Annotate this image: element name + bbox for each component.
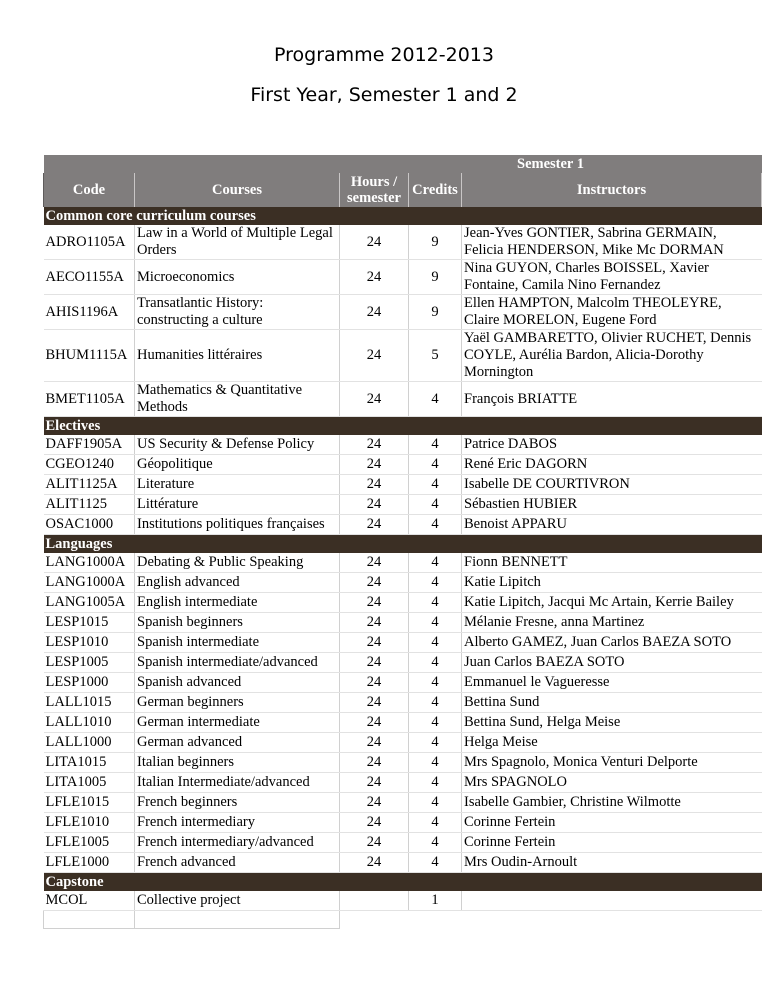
- table-row: [44, 653, 762, 673]
- empty-row: [44, 911, 762, 929]
- course-instructors: Isabelle Gambier, Christine Wilmotte: [462, 793, 762, 813]
- course-credits: 4: [409, 593, 462, 613]
- course-hours: 24: [340, 573, 409, 593]
- course-name: Littérature: [135, 495, 340, 515]
- course-code: BHUM1115A: [44, 330, 135, 382]
- course-credits: 4: [409, 733, 462, 753]
- table-row: [44, 295, 762, 330]
- course-name: German intermediate: [135, 713, 340, 733]
- course-code: LALL1010: [44, 713, 135, 733]
- section-title: Electives: [44, 417, 762, 436]
- table-row: [44, 455, 762, 475]
- course-code: ALIT1125A: [44, 475, 135, 495]
- table-row: [44, 475, 762, 495]
- table-row: [44, 773, 762, 793]
- section-title: Capstone: [44, 873, 762, 892]
- course-hours: 24: [340, 295, 409, 330]
- table-row: [44, 853, 762, 873]
- table-row: [44, 733, 762, 753]
- course-code: LESP1005: [44, 653, 135, 673]
- table-row: [44, 693, 762, 713]
- course-credits: 4: [409, 515, 462, 535]
- course-name: German beginners: [135, 693, 340, 713]
- course-name: French intermediary: [135, 813, 340, 833]
- course-name: Spanish beginners: [135, 613, 340, 633]
- course-hours: 24: [340, 435, 409, 455]
- course-hours: [340, 891, 409, 911]
- table-row: [44, 515, 762, 535]
- header-courses: Courses: [135, 173, 340, 207]
- course-code: AHIS1196A: [44, 295, 135, 330]
- semester-label: Semester 1: [340, 155, 762, 173]
- course-name: French intermediary/advanced: [135, 833, 340, 853]
- course-hours: 24: [340, 593, 409, 613]
- course-code: LALL1000: [44, 733, 135, 753]
- course-hours: 24: [340, 733, 409, 753]
- course-code: LANG1000A: [44, 553, 135, 573]
- course-credits: 4: [409, 475, 462, 495]
- course-instructors: Katie Lipitch: [462, 573, 762, 593]
- course-credits: 4: [409, 382, 462, 417]
- table-row: [44, 382, 762, 417]
- course-code: OSAC1000: [44, 515, 135, 535]
- course-name: Italian beginners: [135, 753, 340, 773]
- course-code: LFLE1000: [44, 853, 135, 873]
- course-instructors: [462, 891, 762, 911]
- course-hours: 24: [340, 382, 409, 417]
- course-name: Microeconomics: [135, 260, 340, 295]
- course-code: LESP1015: [44, 613, 135, 633]
- course-instructors: Katie Lipitch, Jacqui Mc Artain, Kerrie Bailey: [462, 593, 762, 613]
- course-code: LANG1000A: [44, 573, 135, 593]
- header-hours: Hours / semester: [340, 173, 409, 207]
- course-credits: 4: [409, 773, 462, 793]
- course-name: Debating & Public Speaking: [135, 553, 340, 573]
- table-row: [44, 713, 762, 733]
- course-instructors: Sébastien HUBIER: [462, 495, 762, 515]
- course-credits: 4: [409, 713, 462, 733]
- header-credits: Credits: [409, 173, 462, 207]
- course-name: Institutions politiques françaises: [135, 515, 340, 535]
- course-name: German advanced: [135, 733, 340, 753]
- course-hours: 24: [340, 773, 409, 793]
- course-credits: 1: [409, 891, 462, 911]
- page-title: Programme 2012-2013: [274, 44, 494, 66]
- course-instructors: Corinne Fertein: [462, 833, 762, 853]
- course-hours: 24: [340, 260, 409, 295]
- course-credits: 4: [409, 495, 462, 515]
- course-hours: 24: [340, 613, 409, 633]
- table-row: [44, 891, 762, 911]
- course-name: Spanish intermediate: [135, 633, 340, 653]
- course-name: Law in a World of Multiple Legal Orders: [135, 225, 340, 260]
- section-header-row: [44, 873, 762, 892]
- empty-cell: [44, 911, 135, 929]
- course-code: ALIT1125: [44, 495, 135, 515]
- course-instructors: Fionn BENNETT: [462, 553, 762, 573]
- course-name: Transatlantic History: constructing a culture: [135, 295, 340, 330]
- programme-table: [43, 155, 762, 929]
- course-name: Italian Intermediate/advanced: [135, 773, 340, 793]
- table-row: [44, 753, 762, 773]
- course-name: US Security & Defense Policy: [135, 435, 340, 455]
- course-instructors: Jean-Yves GONTIER, Sabrina GERMAIN, Felicia HENDERSON, Mike Mc DORMAN: [462, 225, 762, 260]
- course-name: French beginners: [135, 793, 340, 813]
- course-code: ADRO1105A: [44, 225, 135, 260]
- course-hours: 24: [340, 455, 409, 475]
- course-credits: 4: [409, 793, 462, 813]
- course-hours: 24: [340, 515, 409, 535]
- table-row: [44, 225, 762, 260]
- course-instructors: Ellen HAMPTON, Malcolm THEOLEYRE, Claire MORELON, Eugene Ford: [462, 295, 762, 330]
- table-row: [44, 495, 762, 515]
- course-hours: 24: [340, 553, 409, 573]
- section-header-row: [44, 417, 762, 436]
- course-name: Collective project: [135, 891, 340, 911]
- course-instructors: Yaël GAMBARETTO, Olivier RUCHET, Dennis COYLE, Aurélia Bardon, Alicia-Dorothy Mornington: [462, 330, 762, 382]
- table-row: [44, 813, 762, 833]
- course-credits: 9: [409, 260, 462, 295]
- course-instructors: Emmanuel le Vagueresse: [462, 673, 762, 693]
- course-instructors: Bettina Sund, Helga Meise: [462, 713, 762, 733]
- section-header-row: [44, 535, 762, 554]
- empty-cell: [135, 911, 340, 929]
- course-hours: 24: [340, 495, 409, 515]
- course-credits: 5: [409, 330, 462, 382]
- course-hours: 24: [340, 653, 409, 673]
- course-credits: 4: [409, 693, 462, 713]
- course-instructors: René Eric DAGORN: [462, 455, 762, 475]
- course-hours: 24: [340, 693, 409, 713]
- course-hours: 24: [340, 753, 409, 773]
- course-hours: 24: [340, 713, 409, 733]
- course-credits: 4: [409, 813, 462, 833]
- course-name: Literature: [135, 475, 340, 495]
- course-code: LFLE1005: [44, 833, 135, 853]
- course-instructors: François BRIATTE: [462, 382, 762, 417]
- course-credits: 4: [409, 653, 462, 673]
- course-code: AECO1155A: [44, 260, 135, 295]
- course-credits: 9: [409, 295, 462, 330]
- course-name: French advanced: [135, 853, 340, 873]
- course-name: Mathematics & Quantitative Methods: [135, 382, 340, 417]
- course-name: English advanced: [135, 573, 340, 593]
- course-instructors: Mrs Oudin-Arnoult: [462, 853, 762, 873]
- table-row: [44, 593, 762, 613]
- course-hours: 24: [340, 475, 409, 495]
- course-instructors: Alberto GAMEZ, Juan Carlos BAEZA SOTO: [462, 633, 762, 653]
- course-hours: 24: [340, 853, 409, 873]
- course-instructors: Juan Carlos BAEZA SOTO: [462, 653, 762, 673]
- course-code: CGEO1240: [44, 455, 135, 475]
- table-row: [44, 573, 762, 593]
- course-credits: 4: [409, 853, 462, 873]
- course-instructors: Bettina Sund: [462, 693, 762, 713]
- course-code: MCOL: [44, 891, 135, 911]
- course-hours: 24: [340, 673, 409, 693]
- header-instructors: Instructors: [462, 173, 762, 207]
- course-code: LANG1005A: [44, 593, 135, 613]
- course-code: DAFF1905A: [44, 435, 135, 455]
- course-name: Spanish advanced: [135, 673, 340, 693]
- course-credits: 4: [409, 435, 462, 455]
- course-credits: 4: [409, 553, 462, 573]
- course-code: LALL1015: [44, 693, 135, 713]
- table-row: [44, 833, 762, 853]
- header-code: Code: [44, 173, 135, 207]
- course-instructors: Corinne Fertein: [462, 813, 762, 833]
- course-code: LFLE1010: [44, 813, 135, 833]
- course-code: LITA1005: [44, 773, 135, 793]
- table-row: [44, 330, 762, 382]
- course-code: LITA1015: [44, 753, 135, 773]
- course-name: Spanish intermediate/advanced: [135, 653, 340, 673]
- course-name: Humanities littéraires: [135, 330, 340, 382]
- course-code: LFLE1015: [44, 793, 135, 813]
- course-credits: 4: [409, 613, 462, 633]
- page-subtitle: First Year, Semester 1 and 2: [250, 84, 518, 106]
- table-row: [44, 613, 762, 633]
- course-name: English intermediate: [135, 593, 340, 613]
- table-row: [44, 435, 762, 455]
- course-code: BMET1105A: [44, 382, 135, 417]
- course-credits: 4: [409, 833, 462, 853]
- course-instructors: Isabelle DE COURTIVRON: [462, 475, 762, 495]
- course-credits: 4: [409, 673, 462, 693]
- course-hours: 24: [340, 793, 409, 813]
- course-instructors: Patrice DABOS: [462, 435, 762, 455]
- table-row: [44, 260, 762, 295]
- course-credits: 4: [409, 753, 462, 773]
- table-row: [44, 553, 762, 573]
- course-hours: 24: [340, 633, 409, 653]
- course-credits: 4: [409, 633, 462, 653]
- course-hours: 24: [340, 225, 409, 260]
- course-instructors: Benoist APPARU: [462, 515, 762, 535]
- course-instructors: Nina GUYON, Charles BOISSEL, Xavier Fontaine, Camila Nino Fernandez: [462, 260, 762, 295]
- column-header-row: [44, 173, 762, 207]
- section-title: Common core curriculum courses: [44, 207, 762, 225]
- course-hours: 24: [340, 833, 409, 853]
- course-credits: 4: [409, 455, 462, 475]
- table-row: [44, 633, 762, 653]
- course-instructors: Mélanie Fresne, anna Martinez: [462, 613, 762, 633]
- semester-header-row: [44, 155, 762, 173]
- course-instructors: Mrs Spagnolo, Monica Venturi Delporte: [462, 753, 762, 773]
- table-row: [44, 793, 762, 813]
- section-header-row: [44, 207, 762, 225]
- course-credits: 9: [409, 225, 462, 260]
- course-hours: 24: [340, 813, 409, 833]
- course-instructors: Mrs SPAGNOLO: [462, 773, 762, 793]
- course-instructors: Helga Meise: [462, 733, 762, 753]
- section-title: Languages: [44, 535, 762, 554]
- course-code: LESP1000: [44, 673, 135, 693]
- course-code: LESP1010: [44, 633, 135, 653]
- course-name: Géopolitique: [135, 455, 340, 475]
- table-row: [44, 673, 762, 693]
- course-credits: 4: [409, 573, 462, 593]
- course-hours: 24: [340, 330, 409, 382]
